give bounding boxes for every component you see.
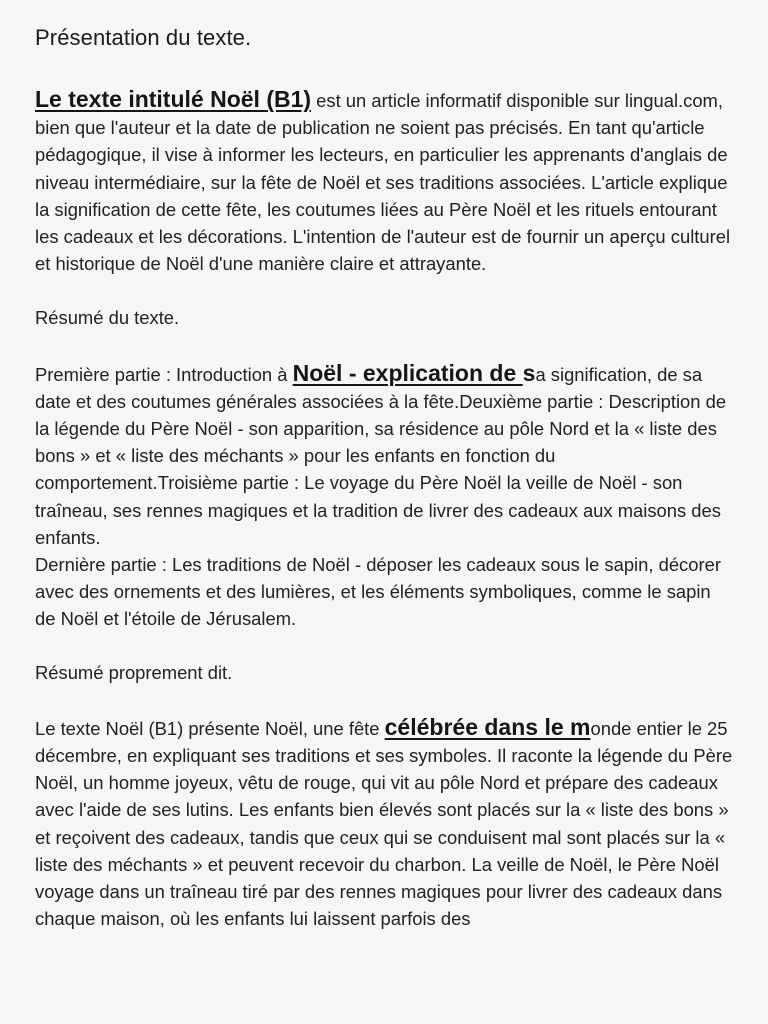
intro-paragraph (35, 86, 733, 277)
resume-heading: Résumé du texte. (35, 307, 180, 329)
summary-highlight-link[interactable]: célébrée dans le m (384, 713, 591, 740)
intro-text: est un article informatif disponible sur lingual.com, bien que l'auteur et la date de publication ne soient pas précisés. En tant qu'article pédagogique, il vise à informer les lecteurs, en particulier les apprenants d'anglais de niveau intermédiaire, sur la fête de Noël et ses traditions associées. L'article explique la signification de cette fête, les coutumes liées au Père Noël et les rituels entourant les cadeaux et les décorations. L'intention de l'auteur est de fournir un aperçu culturel et historique de Noël d'une manière claire et attrayante. (35, 90, 731, 275)
parts-highlight-link[interactable]: Noël - explication de (292, 359, 523, 386)
summary-paragraph (35, 714, 733, 933)
article-title-link[interactable]: Le texte intitulé Noël (B1) (35, 86, 312, 112)
parts-last-text: Dernière partie : Les traditions de Noël - déposer les cadeaux sous le sapin, décorer avec des ornements et des lumières, et les éléments symboliques, comme le sapin de Noël et l'étoile de Jérusalem. (35, 554, 721, 630)
page-title: Présentation du texte. (35, 25, 252, 50)
parts-paragraph (35, 360, 733, 633)
summary-text-before: Le texte Noël (B1) présente Noël, une fête (35, 717, 385, 739)
summary-text-after: onde entier le 25 décembre, en expliquant ses traditions et ses symboles. Il raconte la légende du Père Noël, un homme joyeux, vêtu de rouge, qui vit au pôle Nord et prépare des cadeaux avec l'aide de ses lutins. Les enfants bien élevés sont placés sur la « liste des bons » et reçoivent des cadeaux, tandis que ceux qui se conduisent mal sont placés sur la « liste des méchants » et peuvent recevoir du charbon. La veille de Noël, le Père Noël voyage dans un traîneau tiré par des rennes magiques pour livrer des cadeaux dans chaque maison, où les enfants lui laissent parfois des (35, 717, 733, 930)
parts-big-letter: s (522, 359, 536, 386)
parts-text-after: a signification, de sa date et des coutumes générales associées à la fête.Deuxième partie : Description de la légende du Père Noël - son apparition, sa résidence au pôle Nord et la « liste des bons » et « liste des méchants » pour les enfants en fonction du comportement.Troisième partie : Le voyage du Père Noël la veille de Noël - son traîneau, ses rennes magiques et la tradition de livrer des cadeaux aux maisons des enfants. (35, 363, 727, 548)
parts-text-before: Première partie : Introduction à (35, 363, 293, 385)
proper-summary-heading: Résumé proprement dit. (35, 661, 233, 683)
